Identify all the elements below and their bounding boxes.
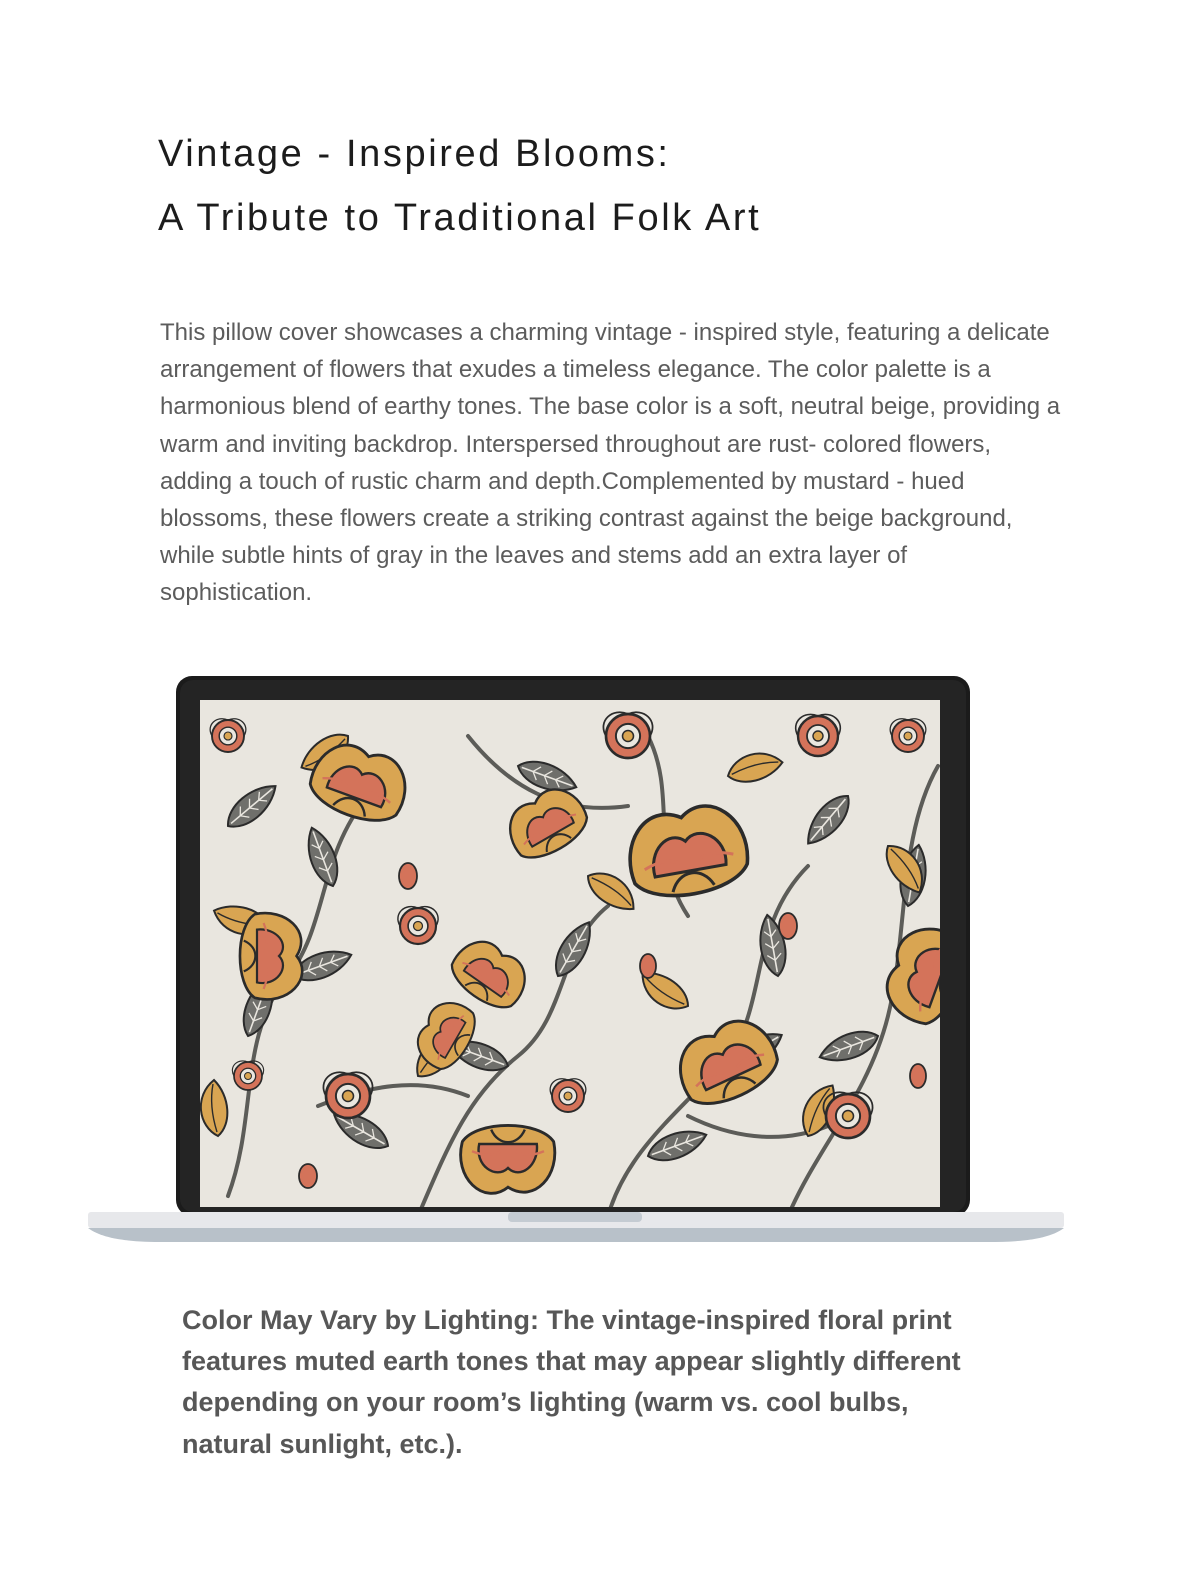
page-title <box>158 122 761 250</box>
laptop-mockup <box>88 676 1064 1246</box>
product-description: This pillow cover showcases a charming vintage - inspired style, featuring a delicate arrangement of flowers that exudes a timeless elegance. The color palette is a harmonious blend of earthy tones. The base color is a soft, neutral beige, providing a warm and inviting backdrop. Interspersed throughout are rust- colored flowers, adding a touch of rustic charm and depth.Complemented by mustard - hued blossoms, these flowers create a striking contrast against the beige background, while subtle hints of gray in the leaves and stems add an extra layer of sophistication. <box>160 319 1061 607</box>
title-line-2: A Tribute to Traditional Folk Art <box>158 197 762 239</box>
floral-pattern-image <box>200 700 973 1216</box>
lighting-note: Color May Vary by Lighting: The vintage-inspired floral print features muted earth tones that may appear slightly different depending on your room’s lighting (warm vs. cool bulbs, natural sunlight, etc.). <box>182 1305 961 1459</box>
trackpad-notch <box>508 1212 642 1222</box>
title-line-1: Vintage - Inspired Blooms: <box>158 133 671 175</box>
